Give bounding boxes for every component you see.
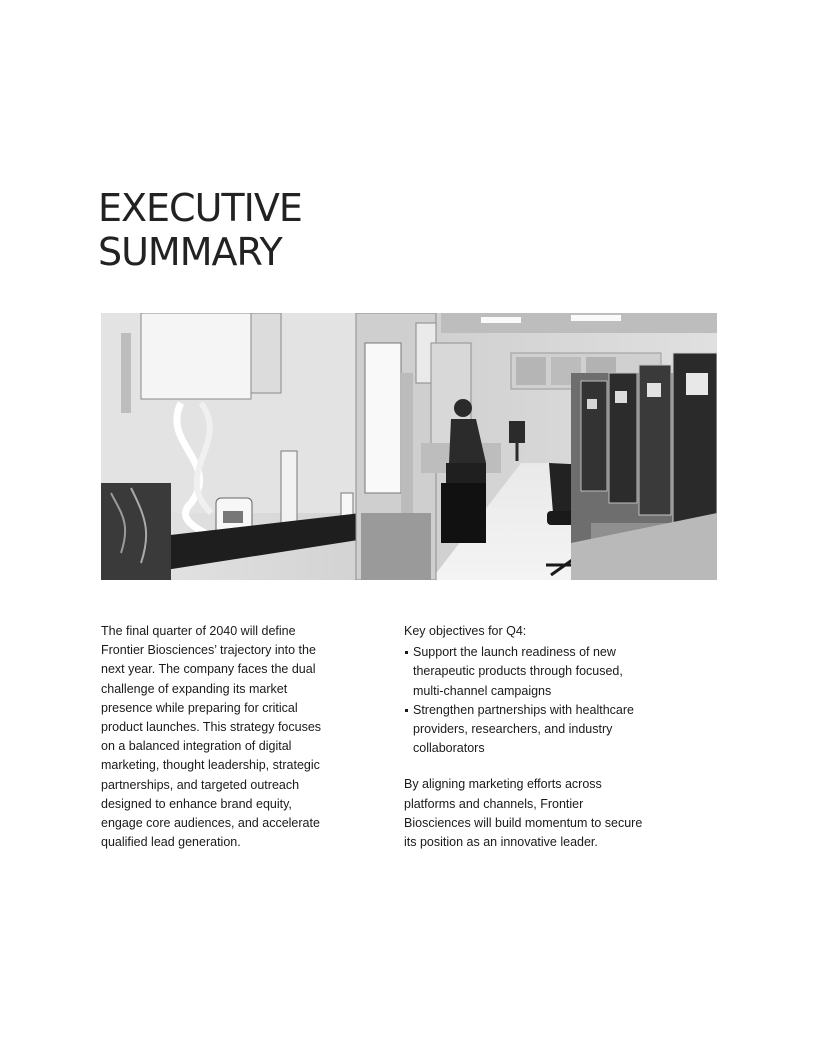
page-title [98,186,302,274]
title-line-1: EXECUTIVE [98,186,302,230]
intro-column [101,622,337,852]
objectives-list [404,643,644,758]
closing-paragraph: By aligning marketing efforts across platforms and channels, Frontier Biosciences will build momentum to secure its position as an innovative leader. [404,777,643,850]
objectives-heading: Key objectives for Q4: [404,624,527,638]
intro-paragraph: The final quarter of 2040 will define Frontier Biosciences’ trajectory into the next year. The company faces the dual challenge of expanding its market presence while preparing for critical product launches. This strategy focuses on a balanced integration of digital marketing, thought leadership, strategic partnerships, and targeted outreach designed to enhance brand equity, engage core audiences, and accelerate qualified lead generation. [101,624,322,850]
title-line-2: SUMMARY [98,230,282,274]
objective-item: Support the launch readiness of new therapeutic products through focused, multi-channel campaigns [404,643,644,701]
objective-item: Strengthen partnerships with healthcare providers, researchers, and industry collaborators [404,701,644,759]
laboratory-illustration [101,313,717,580]
laboratory-photo [101,313,717,580]
objectives-column [404,622,644,852]
